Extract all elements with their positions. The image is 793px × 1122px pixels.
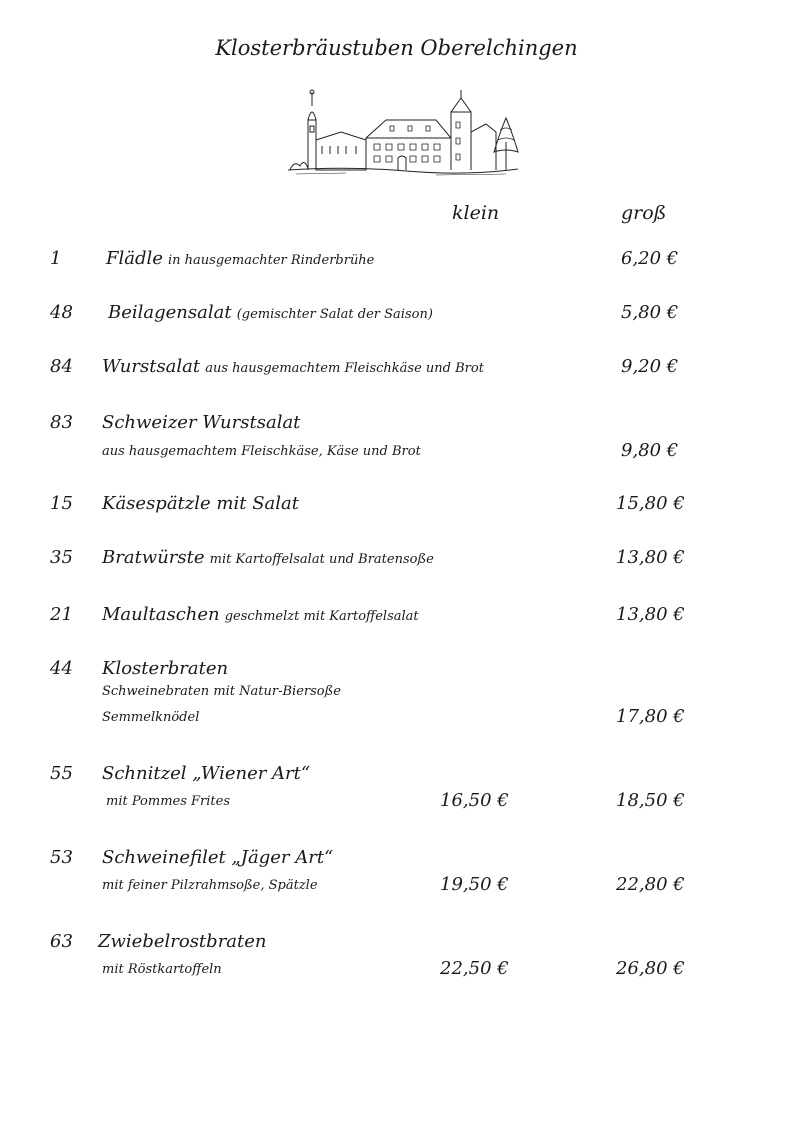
item-number: 84: [50, 356, 73, 377]
page-title: Klosterbräustuben Oberelchingen: [215, 36, 578, 60]
item-number: 44: [50, 658, 73, 679]
item-name: Maultaschen: [102, 604, 220, 625]
item-detail: geschmelzt mit Kartoffelsalat: [224, 609, 419, 624]
item-detail: (gemischter Salat der Saison): [236, 307, 433, 322]
price-large: 5,80 €: [621, 302, 679, 323]
price-small: 16,50 €: [440, 790, 509, 811]
item-name: Klosterbraten: [102, 658, 229, 679]
price-large: 6,20 €: [621, 248, 679, 269]
price-large: 13,80 €: [616, 547, 685, 568]
item-detail: in hausgemachter Rinderbrühe: [168, 253, 375, 268]
item-number: 63: [50, 931, 73, 952]
item-number: 35: [50, 547, 73, 568]
price-large: 22,80 €: [616, 874, 685, 895]
item-detail: aus hausgemachtem Fleischkäse, Käse und Brot: [102, 444, 421, 459]
item-number: 53: [50, 847, 73, 868]
item-detail: mit Kartoffelsalat und Bratensoße: [209, 552, 434, 567]
price-large: 9,20 €: [621, 356, 679, 377]
monastery-sketch-icon: [286, 82, 520, 178]
price-large: 18,50 €: [616, 790, 685, 811]
item-name: Schweinefilet „Jäger Art“: [102, 847, 334, 868]
item-detail: Schweinebraten mit Natur-Biersoße: [102, 684, 341, 699]
item-name: Käsespätzle mit Salat: [102, 493, 299, 514]
item-number: 15: [50, 493, 73, 514]
item-name: Zwiebelrostbraten: [98, 931, 267, 952]
price-large: 13,80 €: [616, 604, 685, 625]
item-name: Flädle: [106, 248, 163, 269]
item-detail: mit Pommes Frites: [106, 794, 231, 809]
item-number: 48: [50, 302, 73, 323]
item-name: Wurstsalat: [102, 356, 201, 377]
item-name: Bratwürste: [102, 547, 205, 568]
item-number: 55: [50, 763, 73, 784]
item-name: Schweizer Wurstsalat: [102, 412, 301, 433]
item-detail: aus hausgemachtem Fleischkäse und Brot: [205, 361, 484, 376]
item-name: Beilagensalat: [108, 302, 232, 323]
price-large: 15,80 €: [616, 493, 685, 514]
item-name: Schnitzel „Wiener Art“: [102, 763, 311, 784]
column-header-small: klein: [452, 202, 500, 224]
price-large: 9,80 €: [621, 440, 679, 461]
item-detail: mit Röstkartoffeln: [102, 962, 222, 977]
item-detail: Semmelknödel: [102, 710, 200, 725]
item-detail: mit feiner Pilzrahmsoße, Spätzle: [102, 878, 318, 893]
item-number: 83: [50, 412, 73, 433]
price-large: 17,80 €: [616, 706, 685, 727]
column-header-large: groß: [621, 202, 667, 224]
price-large: 26,80 €: [616, 958, 685, 979]
item-number: 1: [50, 248, 62, 269]
item-number: 21: [50, 604, 73, 625]
price-small: 22,50 €: [440, 958, 509, 979]
price-small: 19,50 €: [440, 874, 509, 895]
